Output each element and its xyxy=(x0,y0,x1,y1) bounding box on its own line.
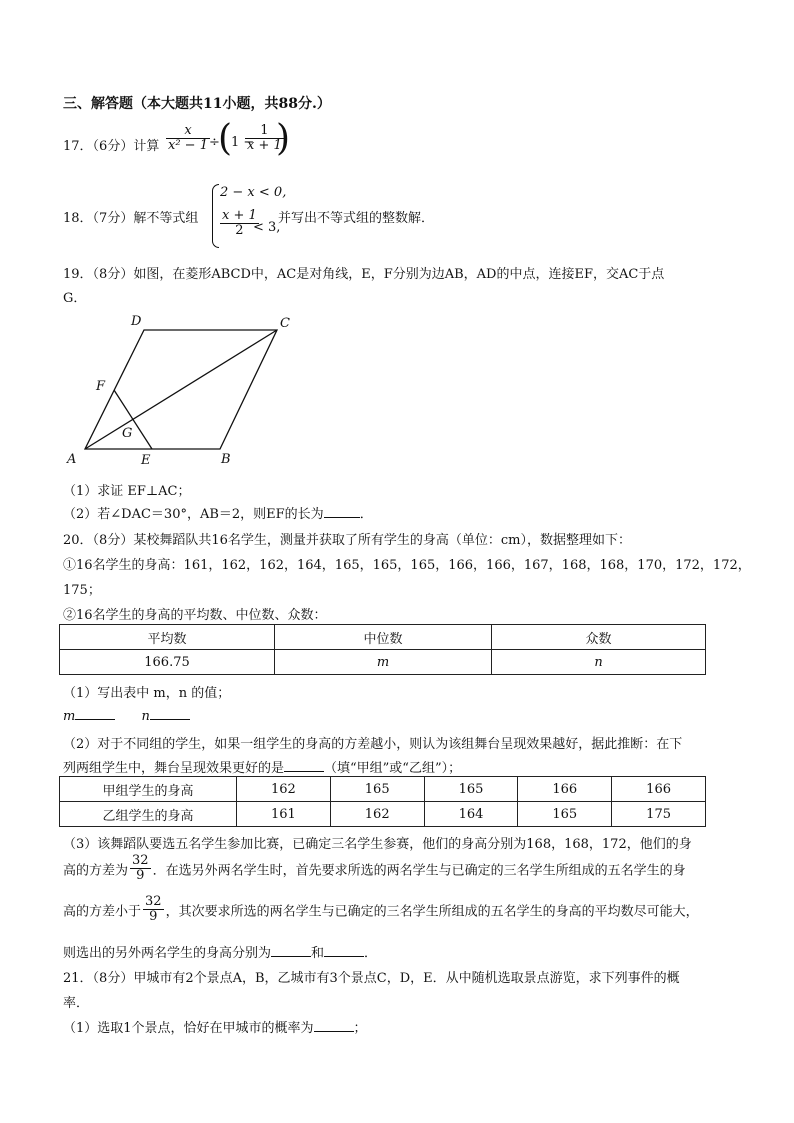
q17-frac2-denominator: x + 1 xyxy=(247,138,282,154)
q20-part-3-line-4 xyxy=(63,942,377,961)
group-a-value: 162 xyxy=(237,777,331,802)
q19-answer-blank[interactable] xyxy=(324,505,360,518)
q20-part-2-line-2 xyxy=(63,757,461,776)
q20-mn-answers xyxy=(63,707,190,724)
group-a-value: 166 xyxy=(518,777,612,802)
label-b: B xyxy=(221,452,231,467)
q18-prefix: 18．（7分）解不等式组 xyxy=(63,211,199,226)
group-a-name: 甲组学生的身高 xyxy=(60,777,237,802)
group-b-value: 175 xyxy=(612,802,706,827)
q20-group-answer-blank[interactable] xyxy=(284,759,324,772)
q20-line-1: 20．（8分）某校舞蹈队共16名学生，测量并获取了所有学生的身高（单位：cm），数据整理如下： xyxy=(63,533,631,548)
q20-part-2-text: 列两组学生中，舞台呈现效果更好的是 xyxy=(63,761,285,776)
m-label: m xyxy=(63,709,76,724)
q19-line-2: G． xyxy=(63,291,87,306)
label-c: C xyxy=(280,316,290,331)
variance-fraction-1-numerator: 32 xyxy=(132,853,149,868)
q21-part-1-end: ； xyxy=(353,1021,367,1036)
q18-ineq2-denominator: 2 xyxy=(235,223,244,239)
variance-fraction-1-denominator: 9 xyxy=(136,868,145,884)
q21-line-1: 21．（8分）甲城市有2个景点A，B，乙城市有3个景点C，D，E．从中随机选取景点游览，求下列事件的概 xyxy=(63,971,680,986)
section-title: 三、解答题（本大题共11小题，共88分.） xyxy=(63,96,331,112)
q20-part-3-line-2 xyxy=(63,854,686,884)
stats-table xyxy=(59,624,706,675)
label-d: D xyxy=(131,314,142,329)
q19-part-2-end: ． xyxy=(359,507,373,522)
group-b-value: 165 xyxy=(518,802,612,827)
q18-ineq2-numerator: x + 1 xyxy=(222,208,257,223)
q17-fraction-1 xyxy=(166,124,210,154)
q20-part-3-text-c: 高的方差小于 xyxy=(63,904,142,920)
stats-value-mode: n xyxy=(492,650,706,675)
group-b-name: 乙组学生的身高 xyxy=(60,802,237,827)
groups-table xyxy=(59,776,706,827)
q17-frac1-numerator: x xyxy=(166,124,210,139)
q20-part-2-hint: （填“甲组”或“乙组”）； xyxy=(324,761,462,776)
stats-header-median: 中位数 xyxy=(275,625,492,650)
stats-header-mean: 平均数 xyxy=(60,625,275,650)
label-g: G xyxy=(122,426,133,441)
q17-divide: ÷ xyxy=(209,135,220,150)
q19-part-2 xyxy=(63,503,373,522)
group-a-value: 165 xyxy=(330,777,424,802)
q17-prefix: 17．（6分）计算 xyxy=(63,139,160,154)
q20-part-3-line-3 xyxy=(63,895,699,925)
q20-item-2: ②16名学生的身高的平均数、中位数、众数： xyxy=(63,608,327,623)
group-b-value: 164 xyxy=(424,802,518,827)
q19-part-1: （1）求证 EF⊥AC； xyxy=(63,484,191,499)
q17-frac2-numerator: 1 xyxy=(245,124,284,139)
q17-left-paren: ( xyxy=(218,118,233,159)
q20-part-2-line-1: （2）对于不同组的学生，如果一组学生的身高的方差越小，则认为该组舞台呈现效果越好，据此推断：在下 xyxy=(63,737,683,752)
table-row xyxy=(60,625,706,650)
diagonal-ac xyxy=(85,330,277,449)
q17-one-minus: 1 − xyxy=(231,135,255,150)
q20-item-1-line-1: ①16名学生的身高：161，162，162，164，165，165，165，166，166，167，168，168，170，172，172， xyxy=(63,558,751,573)
q20-part-3-text-b: ．在选另外两名学生时，首先要求所选的两名学生与已确定的三名学生所组成的五名学生的身 xyxy=(152,863,686,879)
q19-part-2-text: （2）若∠DAC＝30°，AB＝2，则EF的长为 xyxy=(63,507,324,522)
q17-right-paren: ) xyxy=(276,118,291,159)
group-a-value: 165 xyxy=(424,777,518,802)
n-answer-blank[interactable] xyxy=(150,707,190,720)
q21-line-2: 率． xyxy=(63,996,90,1011)
stats-value-median: m xyxy=(275,650,492,675)
table-row xyxy=(60,777,706,802)
q18-brace xyxy=(212,184,219,248)
height-answer-blank-2[interactable] xyxy=(324,944,364,957)
q20-part-3-text-a: 高的方差为 xyxy=(63,863,129,879)
segment-ef xyxy=(114,390,152,449)
m-answer-blank[interactable] xyxy=(75,707,115,720)
q21-part-1 xyxy=(63,1017,367,1036)
q18-inequality-1: 2 − x < 0, xyxy=(220,185,287,200)
variance-fraction-2-numerator: 32 xyxy=(145,894,162,909)
q20-part-1: （1）写出表中 m，n 的值； xyxy=(63,686,231,701)
group-b-value: 162 xyxy=(330,802,424,827)
label-f: F xyxy=(96,379,106,394)
variance-fraction-2 xyxy=(143,895,164,925)
q20-part-3-line-1: （3）该舞蹈队要选五名学生参加比赛，已确定三名学生参赛，他们的身高分别为168，168，172，他们的身 xyxy=(63,837,692,852)
q17-frac1-denominator: x² − 1 xyxy=(168,138,208,154)
q18-suffix: 并写出不等式组的整数解． xyxy=(278,211,435,226)
q20-part-3-text-e: 则选出的另外两名学生的身高分别为 xyxy=(63,946,272,961)
n-label: n xyxy=(141,709,150,724)
group-b-value: 161 xyxy=(237,802,331,827)
q20-item-1-line-2: 175； xyxy=(63,583,101,598)
stats-value-mean: 166.75 xyxy=(60,650,275,675)
q20-part-3-text-d: ，其次要求所选的两名学生与已确定的三名学生所组成的五名学生的身高的平均数尽可能大， xyxy=(165,904,699,920)
variance-fraction-1 xyxy=(130,854,151,884)
q21-part-1-text: （1）选取1个景点，恰好在甲城市的概率为 xyxy=(63,1021,314,1036)
variance-fraction-2-denominator: 9 xyxy=(149,909,158,925)
stats-header-mode: 众数 xyxy=(492,625,706,650)
q18-inequality-2-tail: < 3, xyxy=(253,220,281,235)
table-row xyxy=(60,802,706,827)
label-e: E xyxy=(141,453,151,468)
height-answer-blank-1[interactable] xyxy=(271,944,311,957)
q19-line-1: 19．（8分）如图，在菱形ABCD中，AC是对角线，E，F分别为边AB，AD的中点，连接EF，交AC于点 xyxy=(63,267,665,282)
rhombus-abcd xyxy=(85,330,277,449)
table-row xyxy=(60,650,706,675)
q20-part-3-end: ． xyxy=(364,946,378,961)
q20-part-3-and: 和 xyxy=(311,946,325,961)
label-a: A xyxy=(67,452,77,467)
probability-answer-blank[interactable] xyxy=(314,1019,354,1032)
group-a-value: 166 xyxy=(612,777,706,802)
